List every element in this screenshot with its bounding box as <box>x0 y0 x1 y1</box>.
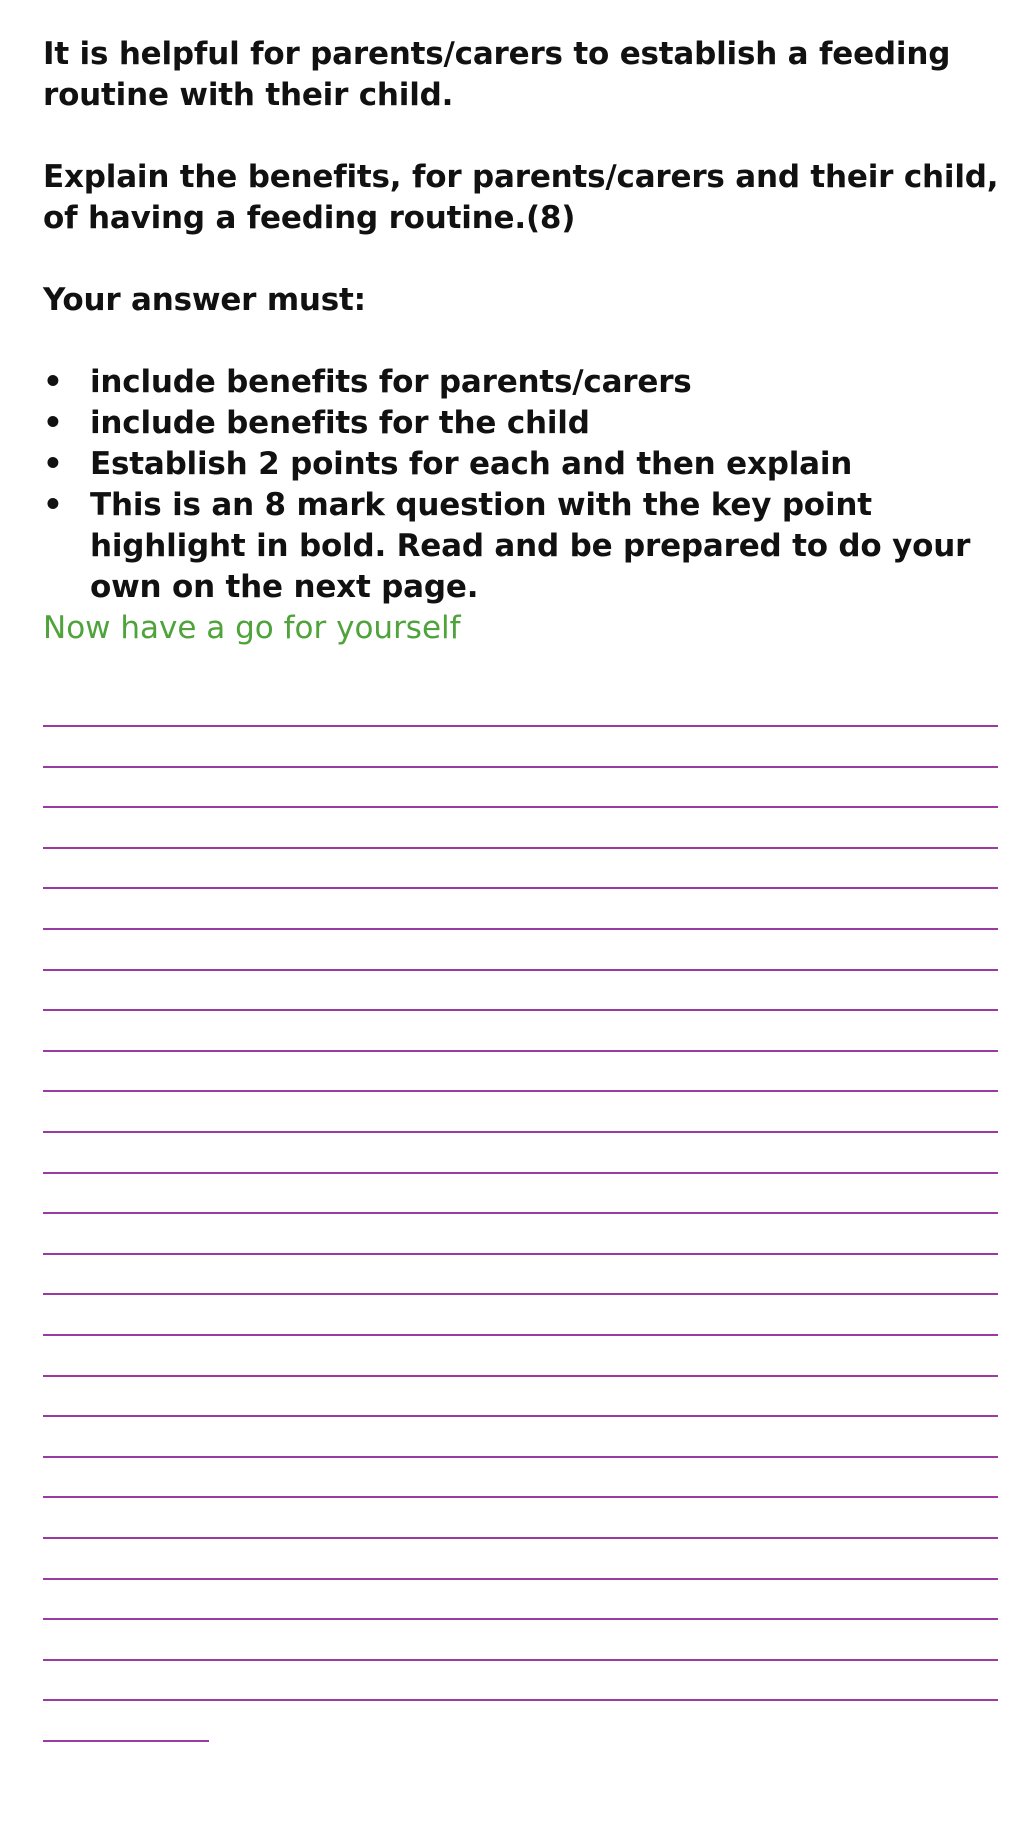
answer-line <box>43 725 998 727</box>
bullet-text: include benefits for parents/carers <box>90 364 692 400</box>
worksheet-page <box>43 34 1003 649</box>
answer-line <box>43 847 998 849</box>
answer-line <box>43 1131 998 1133</box>
answer-line <box>43 1456 998 1458</box>
answer-line <box>43 1618 998 1620</box>
answer-line <box>43 1578 998 1580</box>
try-yourself-prompt: Now have a go for yourself <box>43 610 461 646</box>
answer-line <box>43 969 998 971</box>
answer-line <box>43 1496 998 1498</box>
list-item <box>43 403 1003 444</box>
list-item <box>43 362 1003 403</box>
bullet-text: This is an 8 mark question with the key point highlight in bold. Read and be prepared to do your own on the next page. <box>90 487 971 605</box>
requirements-list <box>43 362 1003 608</box>
answer-line <box>43 1172 998 1174</box>
bullet-icon: • <box>43 405 63 441</box>
answer-line <box>43 928 998 930</box>
answer-line <box>43 766 998 768</box>
answer-line <box>43 1740 209 1742</box>
intro-text: It is helpful for parents/carers to establish a feeding routine with their child. <box>43 36 951 113</box>
answer-line <box>43 806 998 808</box>
answer-line <box>43 1334 998 1336</box>
answer-line <box>43 1537 998 1539</box>
requirements-heading: Your answer must: <box>43 282 366 318</box>
answer-line <box>43 1090 998 1092</box>
bullet-icon: • <box>43 364 63 400</box>
answer-line <box>43 1375 998 1377</box>
bullet-icon: • <box>43 446 63 482</box>
answer-line <box>43 1699 998 1701</box>
bullet-icon: • <box>43 487 63 523</box>
answer-line <box>43 1415 998 1417</box>
answer-line <box>43 1009 998 1011</box>
answer-line <box>43 1293 998 1295</box>
question-text: Explain the benefits, for parents/carers and their child, of having a feeding routine.(8) <box>43 159 999 236</box>
bullet-text: include benefits for the child <box>90 405 590 441</box>
answer-line <box>43 1659 998 1661</box>
answer-line <box>43 1253 998 1255</box>
answer-line <box>43 1050 998 1052</box>
answer-line <box>43 887 998 889</box>
bullet-text: Establish 2 points for each and then explain <box>90 446 853 482</box>
answer-line <box>43 1212 998 1214</box>
list-item <box>43 444 1003 485</box>
list-item <box>43 485 1003 608</box>
